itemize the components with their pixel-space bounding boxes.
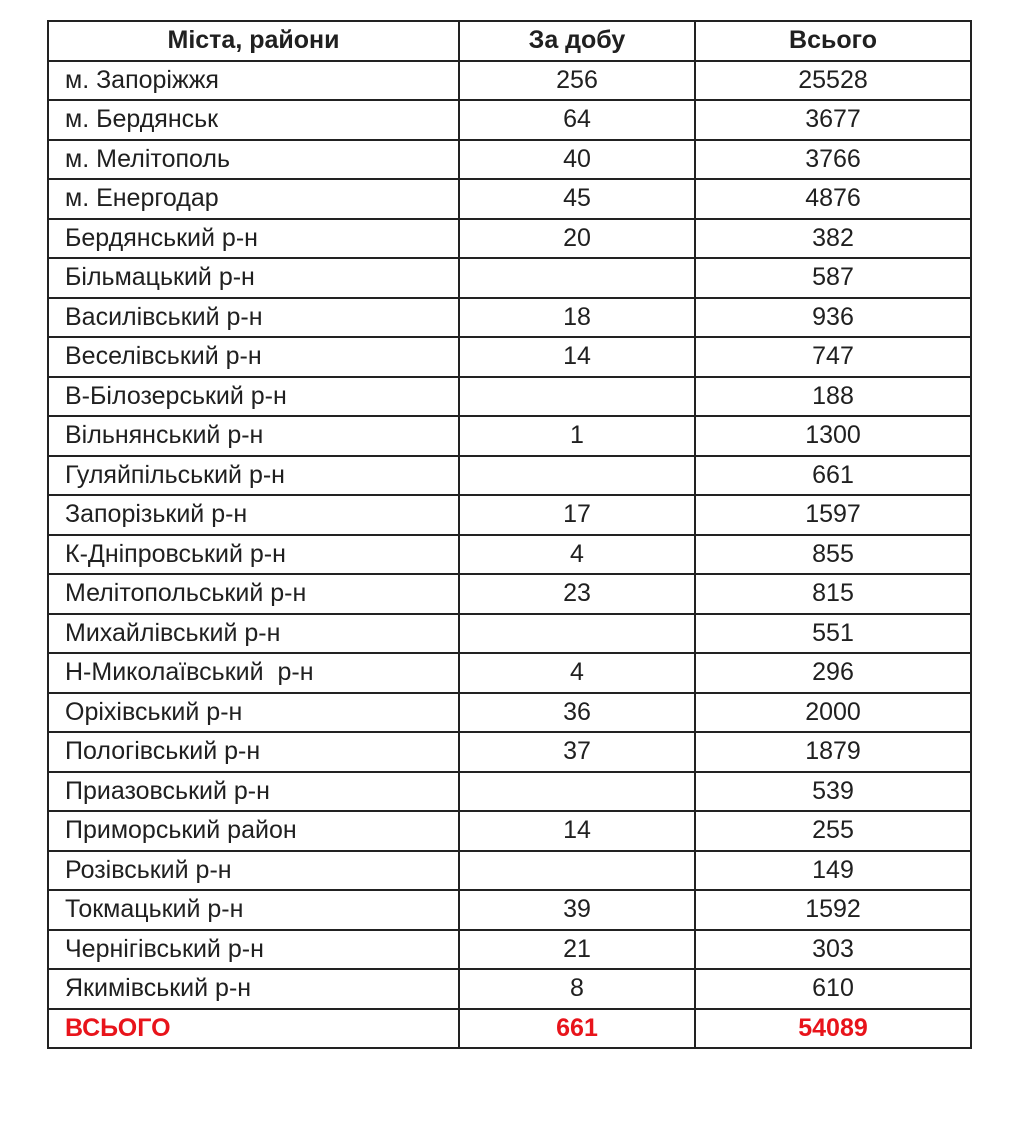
table-row	[48, 890, 971, 930]
row-name: Розівський р-н	[48, 851, 459, 891]
row-total: 747	[695, 337, 971, 377]
table-row	[48, 100, 971, 140]
table-row	[48, 693, 971, 733]
row-total: 855	[695, 535, 971, 575]
table-row	[48, 535, 971, 575]
row-per-day: 23	[459, 574, 695, 614]
row-name: Чернігівський р-н	[48, 930, 459, 970]
row-per-day: 37	[459, 732, 695, 772]
row-total: 551	[695, 614, 971, 654]
row-per-day: 17	[459, 495, 695, 535]
row-name: К-Дніпровський р-н	[48, 535, 459, 575]
row-per-day: 256	[459, 61, 695, 101]
row-per-day: 39	[459, 890, 695, 930]
row-name: Приазовський р-н	[48, 772, 459, 812]
row-total: 296	[695, 653, 971, 693]
row-per-day: 14	[459, 337, 695, 377]
row-per-day	[459, 772, 695, 812]
row-per-day: 4	[459, 653, 695, 693]
row-per-day: 18	[459, 298, 695, 338]
row-total: 539	[695, 772, 971, 812]
total-row	[48, 1009, 971, 1049]
row-total: 255	[695, 811, 971, 851]
table-row	[48, 179, 971, 219]
table-row	[48, 298, 971, 338]
table-row	[48, 930, 971, 970]
row-per-day: 20	[459, 219, 695, 259]
row-per-day	[459, 614, 695, 654]
table-row	[48, 653, 971, 693]
row-name: Гуляйпільський р-н	[48, 456, 459, 496]
row-per-day	[459, 851, 695, 891]
row-name: м. Енергодар	[48, 179, 459, 219]
row-name: Н-Миколаївський р-н	[48, 653, 459, 693]
row-total: 1597	[695, 495, 971, 535]
row-name: Веселівський р-н	[48, 337, 459, 377]
row-name: Вільнянський р-н	[48, 416, 459, 456]
table-body	[48, 61, 971, 1009]
row-per-day: 45	[459, 179, 695, 219]
row-per-day: 8	[459, 969, 695, 1009]
row-total: 815	[695, 574, 971, 614]
row-per-day: 21	[459, 930, 695, 970]
table-row	[48, 456, 971, 496]
row-name: Мелітопольський р-н	[48, 574, 459, 614]
total-overall: 54089	[695, 1009, 971, 1049]
row-name: м. Бердянськ	[48, 100, 459, 140]
header-per-day: За добу	[459, 21, 695, 61]
header-row	[48, 21, 971, 61]
row-name: Приморський район	[48, 811, 459, 851]
row-per-day: 36	[459, 693, 695, 733]
table-row	[48, 614, 971, 654]
table-row	[48, 732, 971, 772]
row-name: Токмацький р-н	[48, 890, 459, 930]
row-name: м. Мелітополь	[48, 140, 459, 180]
row-per-day: 4	[459, 535, 695, 575]
row-name: м. Запоріжжя	[48, 61, 459, 101]
table-row	[48, 337, 971, 377]
row-total: 936	[695, 298, 971, 338]
total-label: ВСЬОГО	[48, 1009, 459, 1049]
table-row	[48, 219, 971, 259]
table-row	[48, 851, 971, 891]
header-cities: Міста, райони	[48, 21, 459, 61]
row-per-day: 14	[459, 811, 695, 851]
row-name: Більмацький р-н	[48, 258, 459, 298]
table-row	[48, 574, 971, 614]
row-name: Бердянський р-н	[48, 219, 459, 259]
table-row	[48, 258, 971, 298]
row-total: 2000	[695, 693, 971, 733]
row-per-day	[459, 377, 695, 417]
row-total: 1879	[695, 732, 971, 772]
table-row	[48, 140, 971, 180]
row-name: Михайлівський р-н	[48, 614, 459, 654]
row-total: 303	[695, 930, 971, 970]
row-total: 661	[695, 456, 971, 496]
row-name: Пологівський р-н	[48, 732, 459, 772]
table-row	[48, 61, 971, 101]
table-row	[48, 416, 971, 456]
row-name: Запорізький р-н	[48, 495, 459, 535]
table-row	[48, 811, 971, 851]
row-per-day	[459, 456, 695, 496]
row-total: 188	[695, 377, 971, 417]
row-name: Оріхівський р-н	[48, 693, 459, 733]
row-total: 1300	[695, 416, 971, 456]
row-total: 382	[695, 219, 971, 259]
row-total: 3677	[695, 100, 971, 140]
row-total: 587	[695, 258, 971, 298]
row-name: Василівський р-н	[48, 298, 459, 338]
row-total: 3766	[695, 140, 971, 180]
row-per-day	[459, 258, 695, 298]
cases-table	[47, 20, 972, 1049]
row-total: 25528	[695, 61, 971, 101]
row-per-day: 1	[459, 416, 695, 456]
row-total: 4876	[695, 179, 971, 219]
row-total: 1592	[695, 890, 971, 930]
row-name: В-Білозерський р-н	[48, 377, 459, 417]
table-row	[48, 969, 971, 1009]
table-row	[48, 495, 971, 535]
row-name: Якимівський р-н	[48, 969, 459, 1009]
total-per-day: 661	[459, 1009, 695, 1049]
row-total: 610	[695, 969, 971, 1009]
header-total: Всього	[695, 21, 971, 61]
row-per-day: 40	[459, 140, 695, 180]
row-total: 149	[695, 851, 971, 891]
table-row	[48, 377, 971, 417]
table-row	[48, 772, 971, 812]
row-per-day: 64	[459, 100, 695, 140]
